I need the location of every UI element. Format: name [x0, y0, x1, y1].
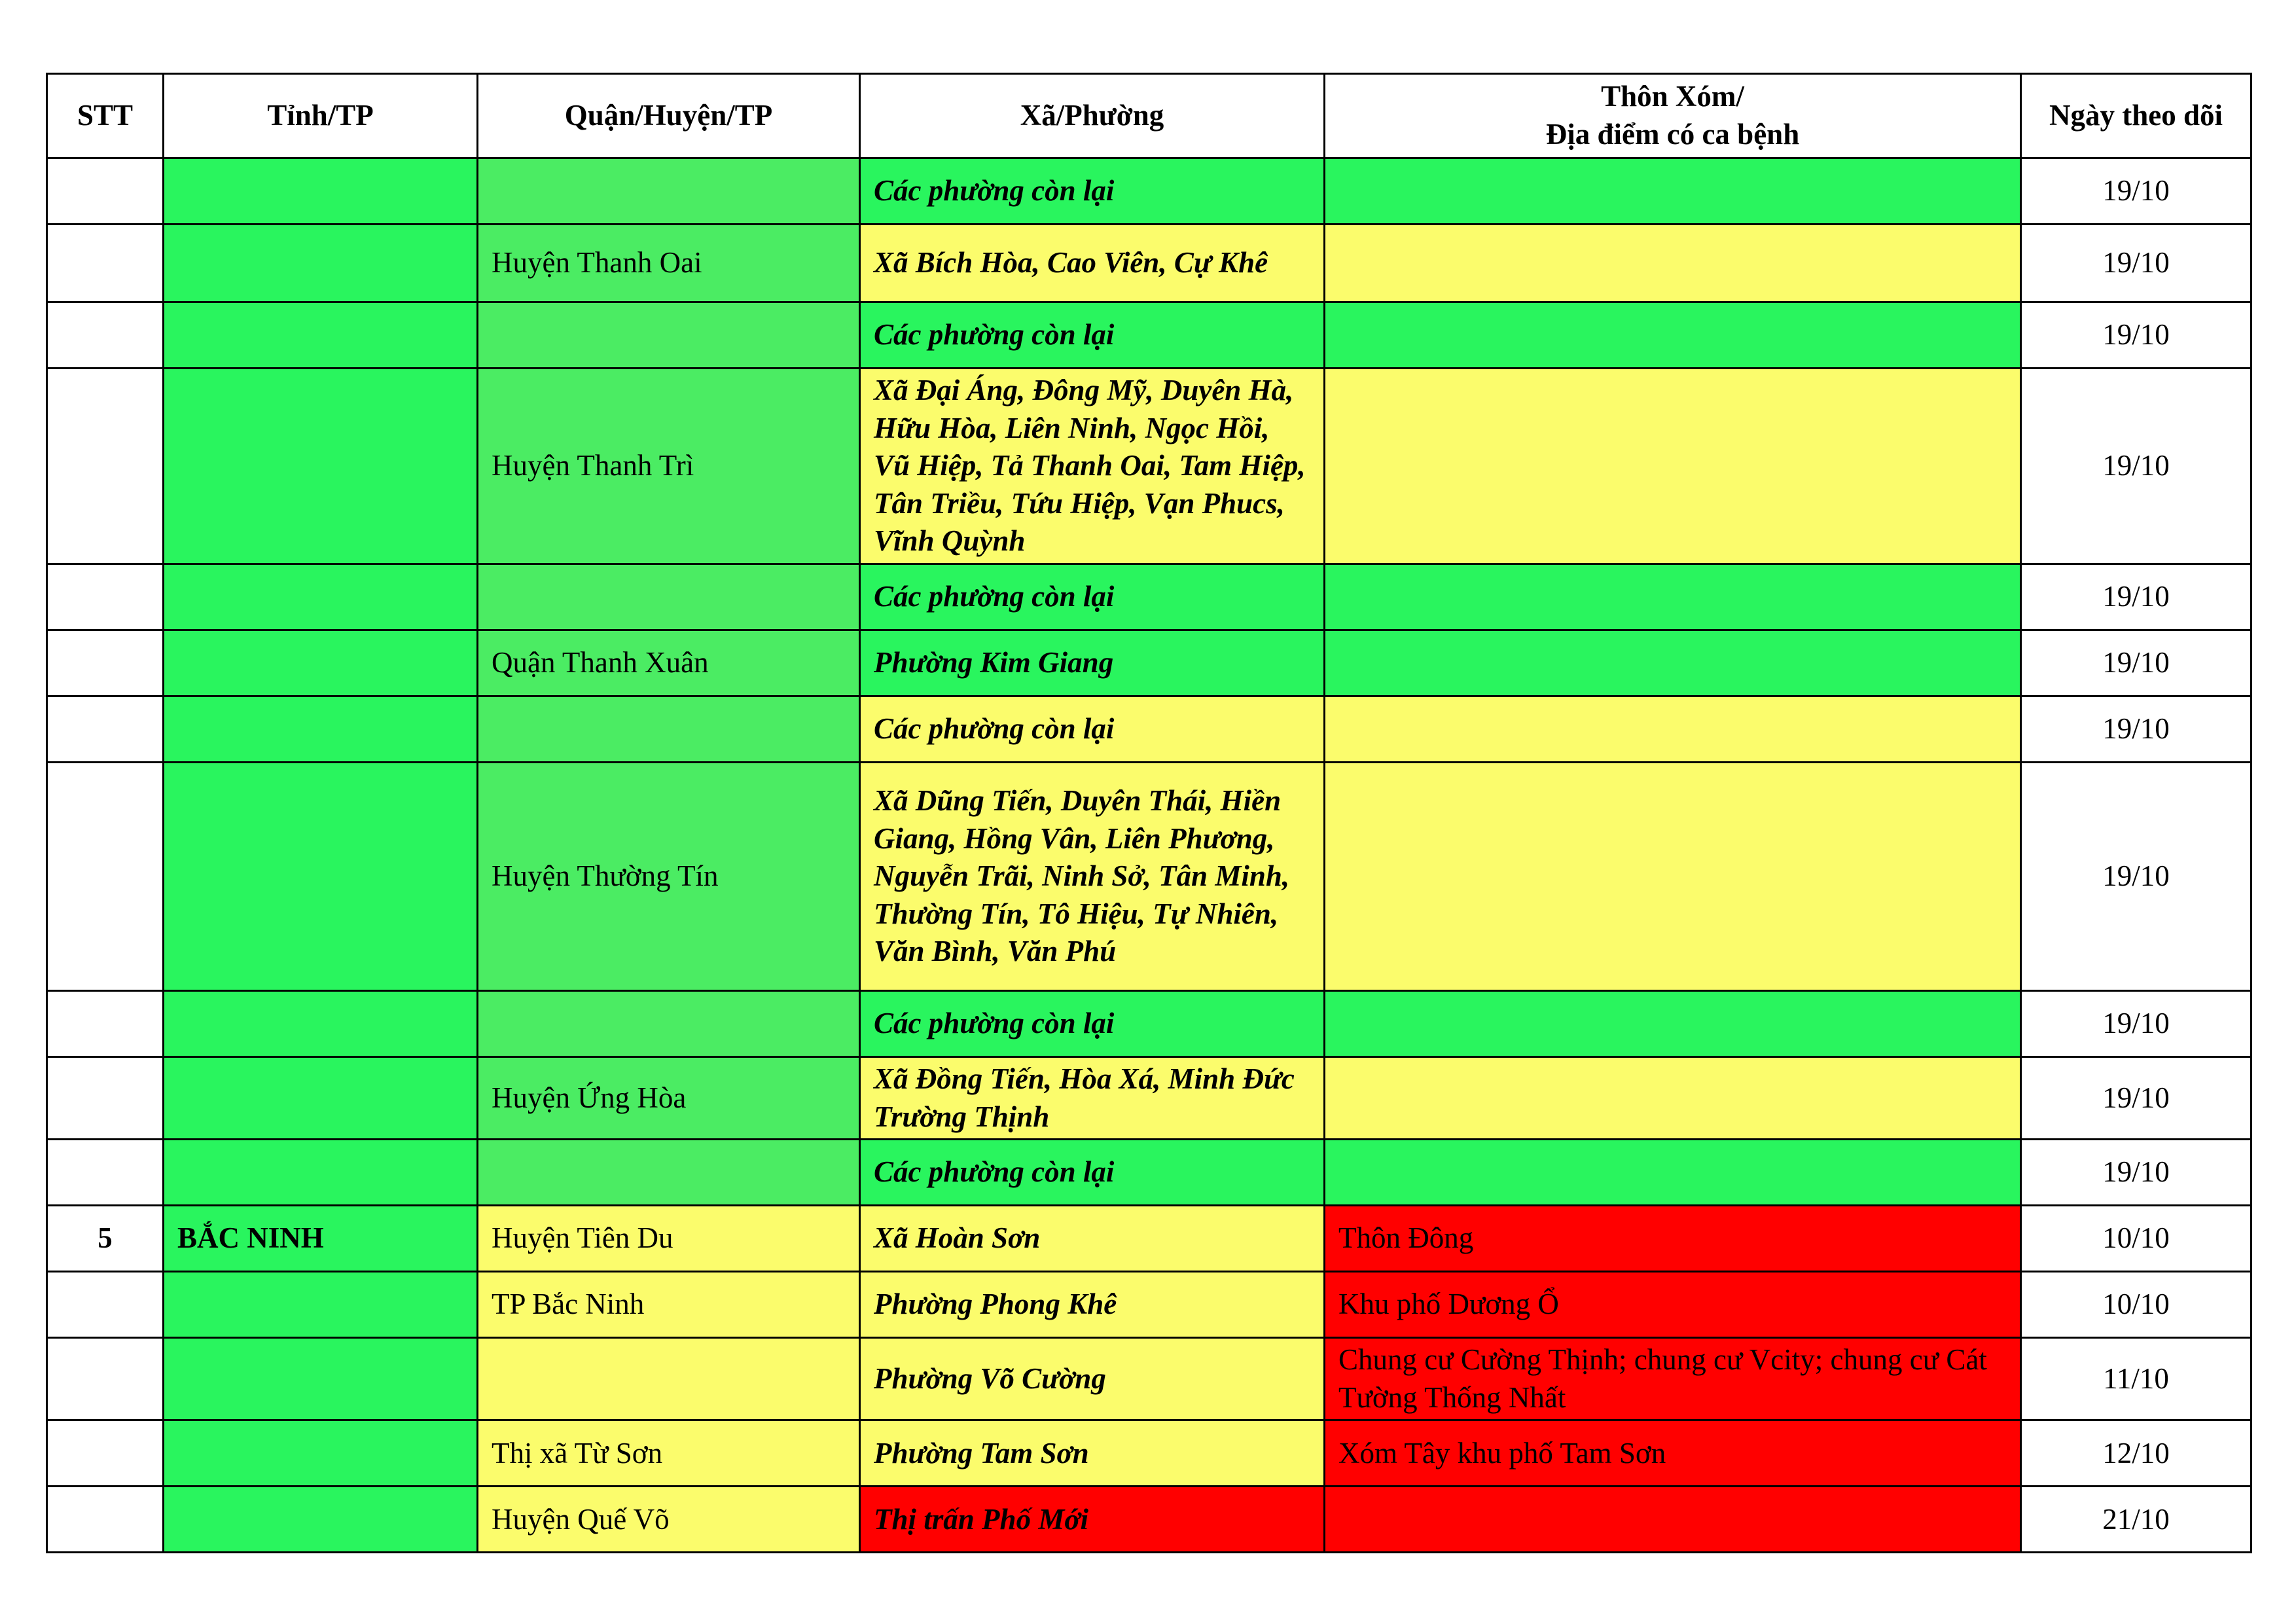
table-row: [47, 158, 2251, 225]
thon-cell: [1325, 762, 2021, 990]
header-stt: STT: [47, 74, 164, 158]
table-row: [47, 1272, 2251, 1338]
ngay-cell: 19/10: [2021, 696, 2251, 762]
stt-cell: 5: [47, 1206, 164, 1272]
tinh-cell: [164, 225, 478, 302]
header-thon-line1: Thôn Xóm/: [1601, 80, 1744, 113]
tinh-cell: [164, 1140, 478, 1206]
ngay-cell: 19/10: [2021, 158, 2251, 225]
thon-cell: [1325, 1140, 2021, 1206]
ngay-cell: 12/10: [2021, 1420, 2251, 1487]
quan-cell: Huyện Thanh Oai: [478, 225, 860, 302]
stt-cell: [47, 696, 164, 762]
table-row: [47, 225, 2251, 302]
ngay-cell: 19/10: [2021, 369, 2251, 564]
quan-cell: Quận Thanh Xuân: [478, 630, 860, 696]
ngay-cell: 19/10: [2021, 1140, 2251, 1206]
ngay-cell: 11/10: [2021, 1338, 2251, 1420]
xa-cell: Phường Kim Giang: [860, 630, 1325, 696]
thon-cell: Chung cư Cường Thịnh; chung cư Vcity; chung cư Cát Tường Thống Nhất: [1325, 1338, 2021, 1420]
header-thon-line2: Địa điểm có ca bệnh: [1545, 118, 1800, 151]
quan-cell: TP Bắc Ninh: [478, 1272, 860, 1338]
tinh-cell: [164, 158, 478, 225]
table-row: [47, 564, 2251, 630]
header-quan: Quận/Huyện/TP: [478, 74, 860, 158]
table-row: [47, 1420, 2251, 1487]
thon-cell: [1325, 158, 2021, 225]
xa-cell: Phường Võ Cường: [860, 1338, 1325, 1420]
thon-cell: [1325, 630, 2021, 696]
quan-cell: Huyện Tiên Du: [478, 1206, 860, 1272]
thon-cell: [1325, 1056, 2021, 1139]
thon-cell: [1325, 369, 2021, 564]
stt-cell: [47, 630, 164, 696]
tinh-cell: [164, 564, 478, 630]
header-tinh: Tỉnh/TP: [164, 74, 478, 158]
xa-cell: Xã Hoàn Sơn: [860, 1206, 1325, 1272]
thon-cell: Thôn Đông: [1325, 1206, 2021, 1272]
tinh-cell: [164, 302, 478, 369]
quan-cell: [478, 158, 860, 225]
ngay-cell: 10/10: [2021, 1206, 2251, 1272]
ngay-cell: 19/10: [2021, 630, 2251, 696]
quan-cell: Huyện Thanh Trì: [478, 369, 860, 564]
zone-table: [46, 73, 2252, 1553]
tinh-cell: [164, 1338, 478, 1420]
tinh-cell: [164, 1056, 478, 1139]
ngay-cell: 21/10: [2021, 1487, 2251, 1553]
ngay-cell: 19/10: [2021, 564, 2251, 630]
header-xa: Xã/Phường: [860, 74, 1325, 158]
table-row: [47, 1206, 2251, 1272]
xa-cell: Các phường còn lại: [860, 158, 1325, 225]
quan-cell: [478, 302, 860, 369]
xa-cell: Các phường còn lại: [860, 564, 1325, 630]
quan-cell: [478, 696, 860, 762]
tinh-cell: [164, 696, 478, 762]
ngay-cell: 19/10: [2021, 1056, 2251, 1139]
ngay-cell: 19/10: [2021, 990, 2251, 1056]
table-row: [47, 1056, 2251, 1139]
xa-cell: Các phường còn lại: [860, 1140, 1325, 1206]
stt-cell: [47, 762, 164, 990]
ngay-cell: 19/10: [2021, 762, 2251, 990]
quan-cell: [478, 990, 860, 1056]
quan-cell: [478, 564, 860, 630]
table-row: [47, 762, 2251, 990]
xa-cell: Phường Phong Khê: [860, 1272, 1325, 1338]
table-row: [47, 369, 2251, 564]
stt-cell: [47, 1140, 164, 1206]
table-row: [47, 302, 2251, 369]
xa-cell: Xã Bích Hòa, Cao Viên, Cự Khê: [860, 225, 1325, 302]
table-row: [47, 990, 2251, 1056]
xa-cell: Các phường còn lại: [860, 302, 1325, 369]
thon-cell: [1325, 225, 2021, 302]
tinh-cell: [164, 1272, 478, 1338]
quan-cell: [478, 1140, 860, 1206]
stt-cell: [47, 1338, 164, 1420]
stt-cell: [47, 225, 164, 302]
ngay-cell: 19/10: [2021, 225, 2251, 302]
table-row: [47, 1338, 2251, 1420]
table-row: [47, 630, 2251, 696]
stt-cell: [47, 158, 164, 225]
xa-cell: Thị trấn Phố Mới: [860, 1487, 1325, 1553]
quan-cell: Thị xã Từ Sơn: [478, 1420, 860, 1487]
quan-cell: Huyện Ứng Hòa: [478, 1056, 860, 1139]
tinh-cell: [164, 1487, 478, 1553]
tinh-cell: [164, 990, 478, 1056]
xa-cell: Các phường còn lại: [860, 696, 1325, 762]
thon-cell: Xóm Tây khu phố Tam Sơn: [1325, 1420, 2021, 1487]
table-row: [47, 696, 2251, 762]
tinh-cell: [164, 1420, 478, 1487]
stt-cell: [47, 1056, 164, 1139]
xa-cell: Xã Đồng Tiến, Hòa Xá, Minh Đức Trường Thịnh: [860, 1056, 1325, 1139]
thon-cell: [1325, 1487, 2021, 1553]
header-row: [47, 74, 2251, 158]
thon-cell: [1325, 302, 2021, 369]
stt-cell: [47, 564, 164, 630]
quan-cell: Huyện Quế Võ: [478, 1487, 860, 1553]
header-thon: [1325, 74, 2021, 158]
stt-cell: [47, 1272, 164, 1338]
stt-cell: [47, 1487, 164, 1553]
stt-cell: [47, 990, 164, 1056]
table-row: [47, 1140, 2251, 1206]
thon-cell: [1325, 564, 2021, 630]
ngay-cell: 19/10: [2021, 302, 2251, 369]
stt-cell: [47, 302, 164, 369]
tinh-cell: BẮC NINH: [164, 1206, 478, 1272]
tinh-cell: [164, 762, 478, 990]
thon-cell: [1325, 696, 2021, 762]
header-ngay: Ngày theo dõi: [2021, 74, 2251, 158]
thon-cell: [1325, 990, 2021, 1056]
xa-cell: Xã Đại Áng, Đông Mỹ, Duyên Hà, Hữu Hòa, Liên Ninh, Ngọc Hồi, Vũ Hiệp, Tả Thanh Oai, Tam Hiệp, Tân Triều, Tứu Hiệp, Vạn Phucs, Vĩnh Quỳnh: [860, 369, 1325, 564]
tinh-cell: [164, 630, 478, 696]
thon-cell: Khu phố Dương Ổ: [1325, 1272, 2021, 1338]
table-row: [47, 1487, 2251, 1553]
xa-cell: Xã Dũng Tiến, Duyên Thái, Hiền Giang, Hồng Vân, Liên Phương, Nguyễn Trãi, Ninh Sở, Tân Minh, Thường Tín, Tô Hiệu, Tự Nhiên, Văn Bình, Văn Phú: [860, 762, 1325, 990]
xa-cell: Các phường còn lại: [860, 990, 1325, 1056]
stt-cell: [47, 1420, 164, 1487]
quan-cell: [478, 1338, 860, 1420]
tinh-cell: [164, 369, 478, 564]
xa-cell: Phường Tam Sơn: [860, 1420, 1325, 1487]
quan-cell: Huyện Thường Tín: [478, 762, 860, 990]
ngay-cell: 10/10: [2021, 1272, 2251, 1338]
stt-cell: [47, 369, 164, 564]
